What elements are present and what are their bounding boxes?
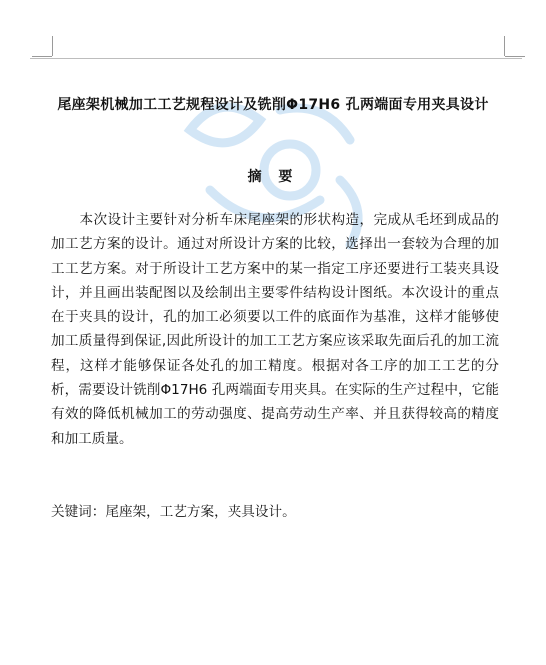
document-title: 尾座架机械加工工艺规程设计及铣削Φ17H6 孔两端面专用夹具设计 <box>57 97 489 113</box>
header-corner-mark-right-horizontal <box>505 56 525 57</box>
header-rule <box>30 58 522 59</box>
abstract-heading: 摘 要 <box>247 169 299 185</box>
keywords-line: 关键词：尾座架，工艺方案，夹具设计。 <box>51 504 296 520</box>
header-corner-mark-left-horizontal <box>32 56 52 57</box>
abstract-body: 本次设计主要针对分析车床尾座架的形状构造，完成从毛坯到成品的加工艺方案的设计。通过对所设计方案的比较，选择出一套较为合理的加工工艺方案。对于所设计工艺方案中的某一指定工序还要进行工装夹具设计，并且画出装配图以及绘制出主要零件结构设计图纸。本次设计的重点在于夹具的设计，孔的加工必须要以工件的底面作为基准，这样才能够使加工质量得到保证,因此所设计的加工工艺方案应该采取先面后孔的加工流程，这样才能够保证各处孔的加工精度。根据对各工序的加工工艺的分析，需要设计铣削Φ17H6 孔两端面专用夹具。在实际的生产过程中，它能有效的降低机械加工的劳动强度、提高劳动生产率、并且获得较高的精度和加工质量。 <box>51 212 499 447</box>
header-corner-mark-right <box>504 36 505 56</box>
header-corner-mark-left <box>52 36 53 56</box>
